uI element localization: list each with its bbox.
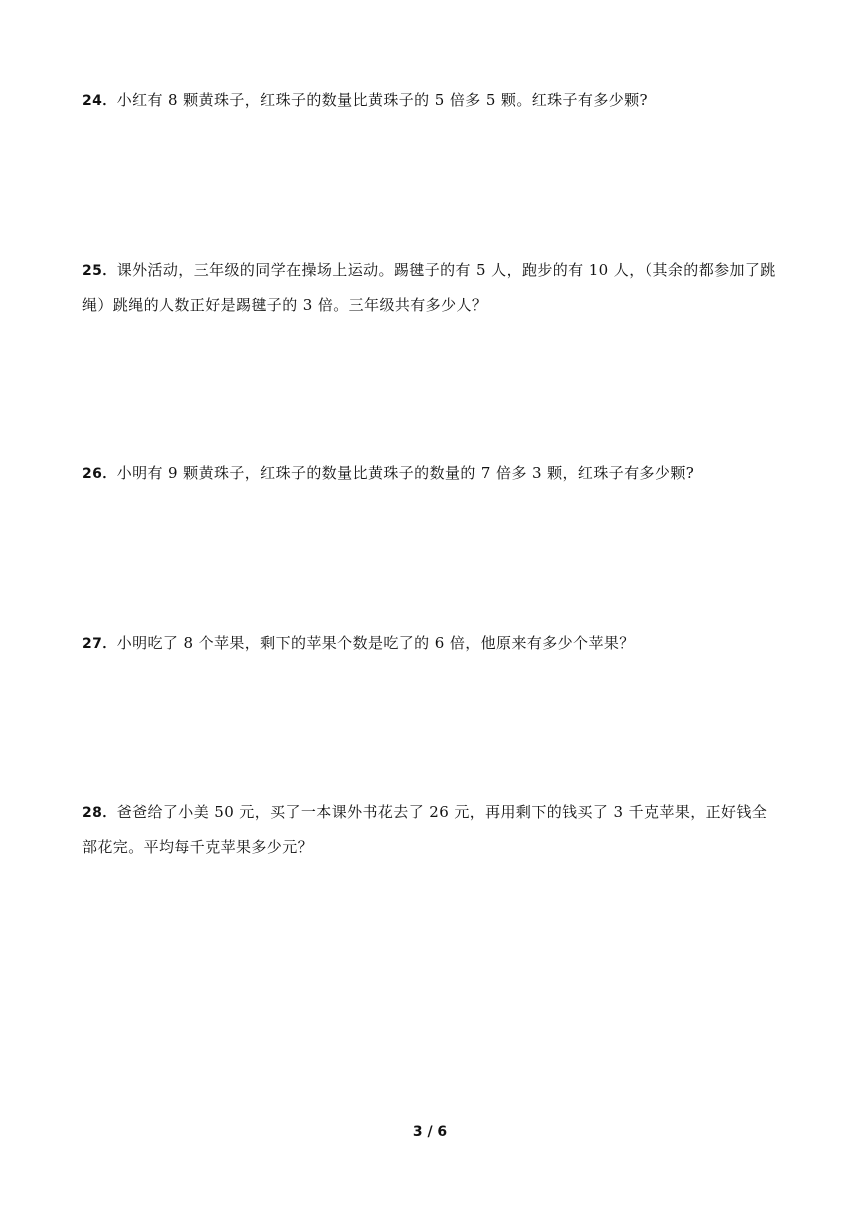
question-28 bbox=[82, 795, 782, 864]
question-24 bbox=[82, 83, 782, 118]
question-text: 小红有 8 颗黄珠子，红珠子的数量比黄珠子的 5 倍多 5 颗。红珠子有多少颗? bbox=[116, 91, 648, 109]
question-number: 24． bbox=[82, 93, 117, 109]
question-text: 小明有 9 颗黄珠子，红珠子的数量比黄珠子的数量的 7 倍多 3 颗，红珠子有多少颗? bbox=[116, 464, 695, 482]
question-27 bbox=[82, 626, 782, 661]
question-25 bbox=[82, 253, 782, 322]
question-text: 爸爸给了小美 50 元，买了一本课外书花去了 26 元，再用剩下的钱买了 3 千克苹果，正好钱全部花完。平均每千克苹果多少元？ bbox=[82, 803, 768, 856]
question-text: 课外活动，三年级的同学在操场上运动。踢毽子的有 5 人，跑步的有 10 人，（其余的都参加了跳绳）跳绳的人数正好是踢毽子的 3 倍。三年级共有多少人？ bbox=[82, 261, 776, 314]
question-26 bbox=[82, 456, 782, 491]
question-number: 27． bbox=[82, 636, 117, 652]
question-number: 25． bbox=[82, 263, 117, 279]
question-text: 小明吃了 8 个苹果，剩下的苹果个数是吃了的 6 倍，他原来有多少个苹果？ bbox=[116, 634, 635, 652]
question-number: 26． bbox=[82, 466, 117, 482]
question-number: 28． bbox=[82, 805, 117, 821]
page-number: 3 / 6 bbox=[412, 1124, 448, 1140]
